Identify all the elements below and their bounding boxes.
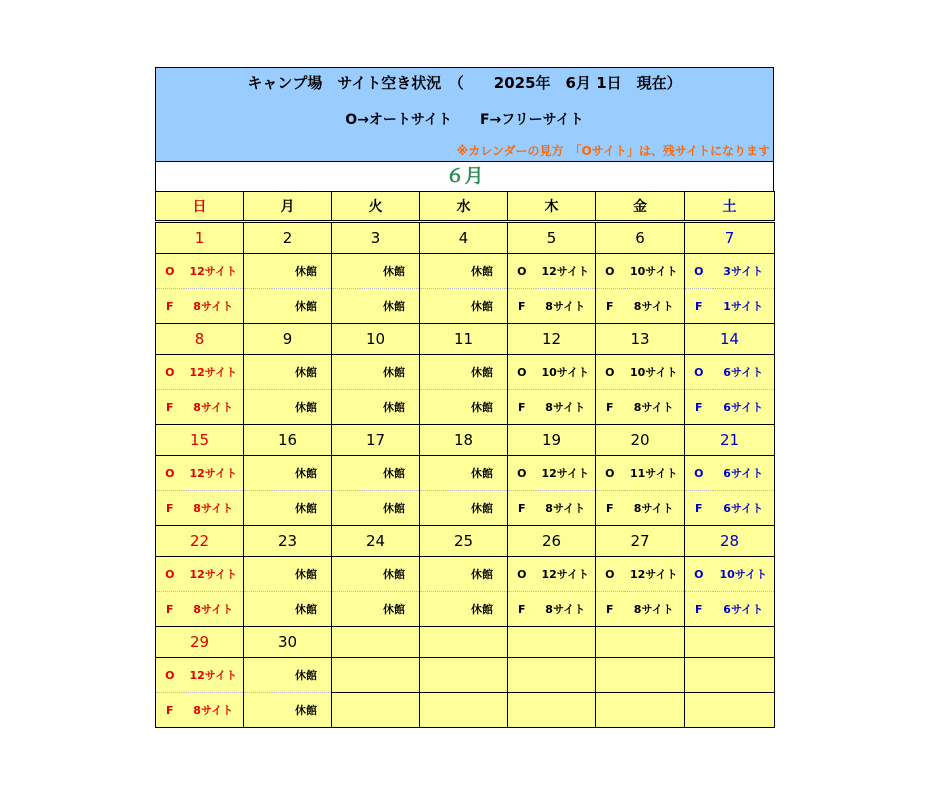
weekday-header: 金 <box>596 192 685 222</box>
auto-site-count: 6サイト <box>713 456 775 491</box>
date-row <box>156 222 775 254</box>
auto-site-key <box>332 254 360 289</box>
free-site-count: 8サイト <box>624 491 685 526</box>
date-cell <box>508 627 596 658</box>
date-cell: 7 <box>685 222 775 254</box>
auto-site-key <box>420 355 448 390</box>
auto-site-key: O <box>508 355 536 390</box>
free-site-key: F <box>508 390 536 425</box>
auto-site-key <box>332 355 360 390</box>
free-site-count: 休館 <box>272 390 332 425</box>
auto-site-count: 12サイト <box>184 658 244 693</box>
date-cell: 17 <box>332 425 420 456</box>
auto-site-count: 12サイト <box>184 355 244 390</box>
date-cell: 19 <box>508 425 596 456</box>
auto-site-key: O <box>596 456 624 491</box>
date-cell: 13 <box>596 324 685 355</box>
free-site-count: 休館 <box>360 491 420 526</box>
auto-site-count: 休館 <box>272 456 332 491</box>
free-site-key: F <box>596 592 624 627</box>
free-site-count: 休館 <box>360 390 420 425</box>
auto-site-count: 休館 <box>360 355 420 390</box>
auto-site-count: 休館 <box>360 456 420 491</box>
weekday-header: 水 <box>420 192 508 222</box>
free-site-key: F <box>508 289 536 324</box>
date-cell: 29 <box>156 627 244 658</box>
auto-site-count: 12サイト <box>184 557 244 592</box>
auto-site-key: O <box>596 254 624 289</box>
auto-site-key <box>244 658 272 693</box>
auto-site-key <box>244 456 272 491</box>
auto-site-key: O <box>596 355 624 390</box>
auto-site-key: O <box>156 254 184 289</box>
auto-site-count: 12サイト <box>184 456 244 491</box>
free-site-key <box>420 491 448 526</box>
free-site-count: 休館 <box>272 592 332 627</box>
auto-site-count: 3サイト <box>713 254 775 289</box>
date-cell: 21 <box>685 425 775 456</box>
free-site-key: F <box>685 592 713 627</box>
auto-site-count: 休館 <box>272 355 332 390</box>
free-site-count: 1サイト <box>713 289 775 324</box>
free-site-count: 休館 <box>360 592 420 627</box>
date-row <box>156 627 775 658</box>
free-site-key: F <box>596 491 624 526</box>
free-site-key <box>332 592 360 627</box>
date-cell: 25 <box>420 526 508 557</box>
date-cell <box>596 627 685 658</box>
auto-site-count: 6サイト <box>713 355 775 390</box>
date-cell: 28 <box>685 526 775 557</box>
free-site-count: 8サイト <box>536 491 596 526</box>
date-cell: 11 <box>420 324 508 355</box>
auto-site-key <box>332 456 360 491</box>
auto-site-count: 12サイト <box>536 254 596 289</box>
free-site-count: 8サイト <box>184 390 244 425</box>
auto-site-key: O <box>508 254 536 289</box>
date-cell: 3 <box>332 222 420 254</box>
date-cell: 4 <box>420 222 508 254</box>
auto-site-count: 10サイト <box>624 355 685 390</box>
calendar-table <box>155 191 775 728</box>
auto-site-count: 12サイト <box>184 254 244 289</box>
date-cell: 2 <box>244 222 332 254</box>
free-site-count: 8サイト <box>536 390 596 425</box>
free-site-count: 6サイト <box>713 592 775 627</box>
auto-site-key: O <box>596 557 624 592</box>
auto-site-count: 休館 <box>448 254 508 289</box>
free-site-row <box>156 289 775 324</box>
calendar-body <box>156 192 775 728</box>
auto-site-key: O <box>685 355 713 390</box>
date-cell: 15 <box>156 425 244 456</box>
date-cell: 30 <box>244 627 332 658</box>
auto-site-key: O <box>156 557 184 592</box>
weekday-header: 月 <box>244 192 332 222</box>
empty-cell <box>685 693 775 728</box>
date-cell: 8 <box>156 324 244 355</box>
auto-site-row <box>156 456 775 491</box>
free-site-count: 休館 <box>448 592 508 627</box>
free-site-key: F <box>156 289 184 324</box>
free-site-key: F <box>156 491 184 526</box>
weekday-header: 日 <box>156 192 244 222</box>
date-cell: 1 <box>156 222 244 254</box>
free-site-key: F <box>156 693 184 728</box>
auto-site-row <box>156 254 775 289</box>
date-cell: 27 <box>596 526 685 557</box>
auto-site-count: 12サイト <box>624 557 685 592</box>
free-site-count: 8サイト <box>624 289 685 324</box>
free-site-count: 6サイト <box>713 390 775 425</box>
weekday-header: 火 <box>332 192 420 222</box>
auto-site-key: O <box>156 456 184 491</box>
auto-site-key <box>420 254 448 289</box>
date-cell <box>332 627 420 658</box>
header-block <box>155 67 774 162</box>
auto-site-key <box>244 557 272 592</box>
date-cell: 20 <box>596 425 685 456</box>
free-site-count: 8サイト <box>184 592 244 627</box>
auto-site-count: 10サイト <box>713 557 775 592</box>
free-site-count: 休館 <box>448 289 508 324</box>
date-cell: 16 <box>244 425 332 456</box>
free-site-key <box>332 491 360 526</box>
free-site-row <box>156 390 775 425</box>
empty-cell <box>420 658 508 693</box>
auto-site-count: 10サイト <box>536 355 596 390</box>
auto-site-count: 休館 <box>448 355 508 390</box>
auto-site-count: 12サイト <box>536 456 596 491</box>
free-site-count: 8サイト <box>184 289 244 324</box>
auto-site-count: 休館 <box>360 254 420 289</box>
date-row <box>156 526 775 557</box>
free-site-key: F <box>156 592 184 627</box>
free-site-count: 休館 <box>360 289 420 324</box>
date-cell: 23 <box>244 526 332 557</box>
empty-cell <box>596 658 685 693</box>
date-cell: 9 <box>244 324 332 355</box>
free-site-count: 6サイト <box>713 491 775 526</box>
free-site-key: F <box>508 491 536 526</box>
auto-site-count: 休館 <box>272 557 332 592</box>
month-label: ６月 <box>155 162 774 191</box>
free-site-key: F <box>596 289 624 324</box>
calendar-note: ※カレンダーの見方 「Oサイト」は、残サイトになります <box>456 144 770 158</box>
auto-site-key <box>244 355 272 390</box>
auto-site-key <box>332 557 360 592</box>
free-site-key <box>244 390 272 425</box>
auto-site-row <box>156 355 775 390</box>
free-site-key <box>420 592 448 627</box>
auto-site-count: 休館 <box>272 254 332 289</box>
free-site-key: F <box>685 390 713 425</box>
free-site-count: 休館 <box>272 491 332 526</box>
auto-site-count: 休館 <box>360 557 420 592</box>
auto-site-count: 11サイト <box>624 456 685 491</box>
auto-site-key <box>420 456 448 491</box>
free-site-key: F <box>685 491 713 526</box>
free-site-key: F <box>596 390 624 425</box>
empty-cell <box>508 693 596 728</box>
auto-site-count: 10サイト <box>624 254 685 289</box>
free-site-key <box>332 390 360 425</box>
auto-site-key: O <box>685 557 713 592</box>
date-cell <box>685 627 775 658</box>
weekday-header: 木 <box>508 192 596 222</box>
free-site-key <box>244 693 272 728</box>
date-cell: 14 <box>685 324 775 355</box>
empty-cell <box>420 693 508 728</box>
free-site-count: 休館 <box>448 491 508 526</box>
empty-cell <box>332 693 420 728</box>
free-site-key <box>420 390 448 425</box>
weekday-header: 土 <box>685 192 775 222</box>
free-site-count: 休館 <box>448 390 508 425</box>
free-site-key: F <box>508 592 536 627</box>
free-site-key <box>332 289 360 324</box>
free-site-row <box>156 491 775 526</box>
free-site-count: 8サイト <box>536 289 596 324</box>
auto-site-count: 休館 <box>272 658 332 693</box>
free-site-count: 8サイト <box>536 592 596 627</box>
date-cell: 12 <box>508 324 596 355</box>
auto-site-key <box>244 254 272 289</box>
date-cell: 22 <box>156 526 244 557</box>
empty-cell <box>685 658 775 693</box>
auto-site-key <box>420 557 448 592</box>
date-cell: 10 <box>332 324 420 355</box>
weekday-header-row <box>156 192 775 222</box>
free-site-key: F <box>156 390 184 425</box>
auto-site-key: O <box>156 658 184 693</box>
date-cell <box>420 627 508 658</box>
date-row <box>156 324 775 355</box>
auto-site-key: O <box>685 456 713 491</box>
auto-site-key: O <box>685 254 713 289</box>
date-cell: 24 <box>332 526 420 557</box>
free-site-key <box>244 491 272 526</box>
auto-site-key: O <box>508 456 536 491</box>
auto-site-key: O <box>156 355 184 390</box>
empty-cell <box>508 658 596 693</box>
date-row <box>156 425 775 456</box>
sheet-title: キャンプ場 サイト空き状況 （ 2025年 6月 1日 現在） <box>247 74 682 92</box>
date-cell: 26 <box>508 526 596 557</box>
auto-site-row <box>156 658 775 693</box>
auto-site-row <box>156 557 775 592</box>
date-cell: 6 <box>596 222 685 254</box>
free-site-key <box>420 289 448 324</box>
auto-site-key: O <box>508 557 536 592</box>
site-type-legend: O→オートサイト F→フリーサイト <box>345 112 584 128</box>
auto-site-count: 12サイト <box>536 557 596 592</box>
free-site-key <box>244 289 272 324</box>
auto-site-count: 休館 <box>448 557 508 592</box>
auto-site-count: 休館 <box>448 456 508 491</box>
free-site-row <box>156 592 775 627</box>
date-cell: 5 <box>508 222 596 254</box>
free-site-row <box>156 693 775 728</box>
availability-sheet <box>155 67 774 728</box>
free-site-count: 8サイト <box>184 491 244 526</box>
free-site-count: 8サイト <box>624 592 685 627</box>
empty-cell <box>332 658 420 693</box>
free-site-count: 8サイト <box>624 390 685 425</box>
date-cell: 18 <box>420 425 508 456</box>
free-site-count: 休館 <box>272 693 332 728</box>
free-site-key <box>244 592 272 627</box>
empty-cell <box>596 693 685 728</box>
free-site-count: 8サイト <box>184 693 244 728</box>
free-site-key: F <box>685 289 713 324</box>
free-site-count: 休館 <box>272 289 332 324</box>
